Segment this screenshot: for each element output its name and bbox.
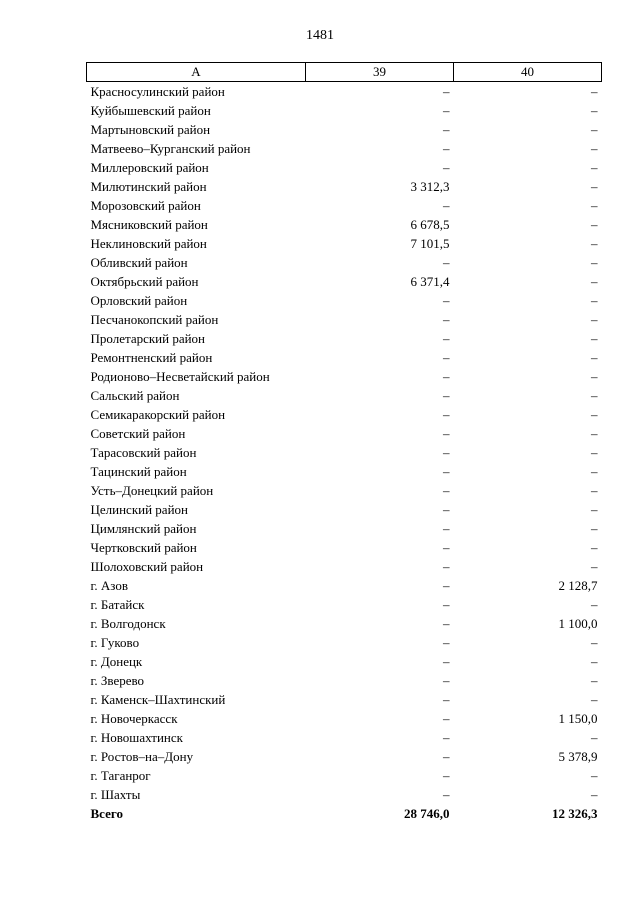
value-39-cell: – xyxy=(443,654,450,669)
value-40-cell: – xyxy=(591,692,598,707)
value-40-cell: – xyxy=(591,388,598,403)
table-row xyxy=(87,785,602,804)
table-row xyxy=(87,633,602,652)
value-40-cell: – xyxy=(591,198,598,213)
value-39-cell: 28 746,0 xyxy=(404,806,450,821)
value-40-cell: 1 100,0 xyxy=(558,616,598,631)
budget-table xyxy=(86,62,602,823)
region-name-cell: Октябрьский район xyxy=(90,274,199,289)
value-40-cell: – xyxy=(591,160,598,175)
region-name-cell: Ремонтненский район xyxy=(90,350,213,365)
value-40-cell: – xyxy=(591,654,598,669)
value-39-cell: – xyxy=(443,787,450,802)
table-row xyxy=(87,139,602,158)
table-row xyxy=(87,405,602,424)
table-row xyxy=(87,386,602,405)
table-row xyxy=(87,348,602,367)
table-row xyxy=(87,709,602,728)
value-40-cell: – xyxy=(591,141,598,156)
value-39-cell: 3 312,3 xyxy=(410,179,450,194)
table-row xyxy=(87,652,602,671)
region-name-cell: г. Новочеркасск xyxy=(90,711,178,726)
value-39-cell: – xyxy=(443,369,450,384)
table-row xyxy=(87,690,602,709)
table-row xyxy=(87,196,602,215)
table-row xyxy=(87,500,602,519)
value-39-cell: – xyxy=(443,255,450,270)
region-name-cell: г. Ростов–на–Дону xyxy=(90,749,194,764)
value-39-cell: – xyxy=(443,198,450,213)
value-39-cell: – xyxy=(443,521,450,536)
region-name-cell: Тацинский район xyxy=(90,464,187,479)
value-39-cell: – xyxy=(443,730,450,745)
value-39-cell: – xyxy=(443,692,450,707)
value-40-cell: – xyxy=(591,787,598,802)
table-row xyxy=(87,329,602,348)
region-name-cell: Родионово–Несветайский район xyxy=(90,369,270,384)
value-39-cell: 6 678,5 xyxy=(410,217,450,232)
value-40-cell: 5 378,9 xyxy=(558,749,598,764)
value-40-cell: – xyxy=(591,331,598,346)
region-name-cell: г. Зверево xyxy=(90,673,145,688)
value-40-cell: – xyxy=(591,369,598,384)
table-row xyxy=(87,291,602,310)
value-40-cell: – xyxy=(591,350,598,365)
value-39-cell: – xyxy=(443,578,450,593)
table-row xyxy=(87,595,602,614)
value-40-cell: – xyxy=(591,293,598,308)
value-39-cell: – xyxy=(443,635,450,650)
value-40-cell: – xyxy=(591,597,598,612)
table-row xyxy=(87,120,602,139)
table-body xyxy=(87,82,602,824)
region-name-cell: Усть–Донецкий район xyxy=(90,483,214,498)
region-name-cell: Пролетарский район xyxy=(90,331,206,346)
region-name-cell: Целинский район xyxy=(90,502,188,517)
region-name-cell: Морозовский район xyxy=(90,198,201,213)
table-row xyxy=(87,234,602,253)
value-40-cell: – xyxy=(591,236,598,251)
table-row xyxy=(87,272,602,291)
value-39-cell: – xyxy=(443,616,450,631)
region-name-cell: Цимлянский район xyxy=(90,521,197,536)
table-row xyxy=(87,766,602,785)
value-40-cell: – xyxy=(591,521,598,536)
region-name-cell: Семикаракорский район xyxy=(90,407,226,422)
table-row xyxy=(87,177,602,196)
value-39-cell: – xyxy=(443,540,450,555)
value-39-cell: – xyxy=(443,559,450,574)
region-name-cell: Чертковский район xyxy=(90,540,197,555)
value-39-cell: – xyxy=(443,103,450,118)
value-40-cell: – xyxy=(591,103,598,118)
value-39-cell: – xyxy=(443,407,450,422)
value-40-cell: – xyxy=(591,768,598,783)
page-number: 1481 xyxy=(306,28,334,43)
region-name-cell: г. Гуково xyxy=(90,635,140,650)
region-name-cell: Куйбышевский район xyxy=(90,103,211,118)
value-40-cell: – xyxy=(591,464,598,479)
value-40-cell: – xyxy=(591,255,598,270)
table-row xyxy=(87,671,602,690)
table-row xyxy=(87,82,602,102)
region-name-cell: Песчанокопский район xyxy=(90,312,219,327)
table-row xyxy=(87,747,602,766)
value-40-cell: – xyxy=(591,217,598,232)
region-name-cell: г. Батайск xyxy=(90,597,145,612)
value-39-cell: – xyxy=(443,768,450,783)
region-name-cell: г. Донецк xyxy=(90,654,143,669)
table-row xyxy=(87,253,602,272)
value-40-cell: – xyxy=(591,673,598,688)
region-name-cell: Всего xyxy=(90,806,123,821)
value-40-cell: – xyxy=(591,84,598,99)
value-39-cell: – xyxy=(443,331,450,346)
value-39-cell: – xyxy=(443,388,450,403)
region-name-cell: Красносулинский район xyxy=(90,84,225,99)
region-name-cell: Обливский район xyxy=(90,255,188,270)
table-row xyxy=(87,576,602,595)
column-header-a: А xyxy=(87,63,306,82)
table-row xyxy=(87,614,602,633)
region-name-cell: Советский район xyxy=(90,426,186,441)
region-name-cell: Миллеровский район xyxy=(90,160,209,175)
region-name-cell: г. Новошахтинск xyxy=(90,730,183,745)
region-name-cell: Орловский район xyxy=(90,293,188,308)
value-40-cell: 1 150,0 xyxy=(558,711,598,726)
region-name-cell: Матвеево–Курганский район xyxy=(90,141,251,156)
table-row xyxy=(87,158,602,177)
table-total-row xyxy=(87,804,602,823)
value-39-cell: – xyxy=(443,749,450,764)
region-name-cell: г. Волгодонск xyxy=(90,616,166,631)
value-40-cell: – xyxy=(591,635,598,650)
table-row xyxy=(87,728,602,747)
value-39-cell: – xyxy=(443,597,450,612)
region-name-cell: Сальский район xyxy=(90,388,180,403)
table-row xyxy=(87,443,602,462)
table-row xyxy=(87,367,602,386)
region-name-cell: Неклиновский район xyxy=(90,236,207,251)
region-name-cell: Мартыновский район xyxy=(90,122,211,137)
value-39-cell: 7 101,5 xyxy=(410,236,450,251)
value-40-cell: – xyxy=(591,426,598,441)
region-name-cell: г. Азов xyxy=(90,578,128,593)
table-row xyxy=(87,538,602,557)
value-40-cell: – xyxy=(591,122,598,137)
value-39-cell: – xyxy=(443,312,450,327)
region-name-cell: Милютинский район xyxy=(90,179,207,194)
table-row xyxy=(87,310,602,329)
value-40-cell: – xyxy=(591,502,598,517)
value-40-cell: – xyxy=(591,559,598,574)
value-39-cell: – xyxy=(443,483,450,498)
table-header xyxy=(87,63,602,82)
region-name-cell: Тарасовский район xyxy=(90,445,197,460)
table-row xyxy=(87,424,602,443)
column-header-40: 40 xyxy=(454,63,602,82)
value-39-cell: – xyxy=(443,350,450,365)
value-39-cell: – xyxy=(443,84,450,99)
value-39-cell: 6 371,4 xyxy=(410,274,450,289)
value-39-cell: – xyxy=(443,673,450,688)
value-40-cell: – xyxy=(591,483,598,498)
value-40-cell: – xyxy=(591,540,598,555)
value-39-cell: – xyxy=(443,711,450,726)
table-row xyxy=(87,519,602,538)
column-header-39: 39 xyxy=(306,63,454,82)
value-39-cell: – xyxy=(443,426,450,441)
value-39-cell: – xyxy=(443,445,450,460)
value-40-cell: 2 128,7 xyxy=(558,578,598,593)
table-row xyxy=(87,462,602,481)
table-row xyxy=(87,215,602,234)
table-row xyxy=(87,101,602,120)
region-name-cell: Мясниковский район xyxy=(90,217,208,232)
value-39-cell: – xyxy=(443,141,450,156)
table-row xyxy=(87,557,602,576)
value-39-cell: – xyxy=(443,160,450,175)
value-39-cell: – xyxy=(443,293,450,308)
region-name-cell: Шолоховский район xyxy=(90,559,204,574)
value-39-cell: – xyxy=(443,122,450,137)
value-40-cell: – xyxy=(591,445,598,460)
value-40-cell: – xyxy=(591,179,598,194)
region-name-cell: г. Таганрог xyxy=(90,768,151,783)
region-name-cell: г. Шахты xyxy=(90,787,141,802)
value-39-cell: – xyxy=(443,502,450,517)
value-40-cell: – xyxy=(591,274,598,289)
value-40-cell: – xyxy=(591,407,598,422)
table-row xyxy=(87,481,602,500)
value-40-cell: – xyxy=(591,730,598,745)
value-40-cell: – xyxy=(591,312,598,327)
value-40-cell: 12 326,3 xyxy=(552,806,598,821)
region-name-cell: г. Каменск–Шахтинский xyxy=(90,692,226,707)
value-39-cell: – xyxy=(443,464,450,479)
